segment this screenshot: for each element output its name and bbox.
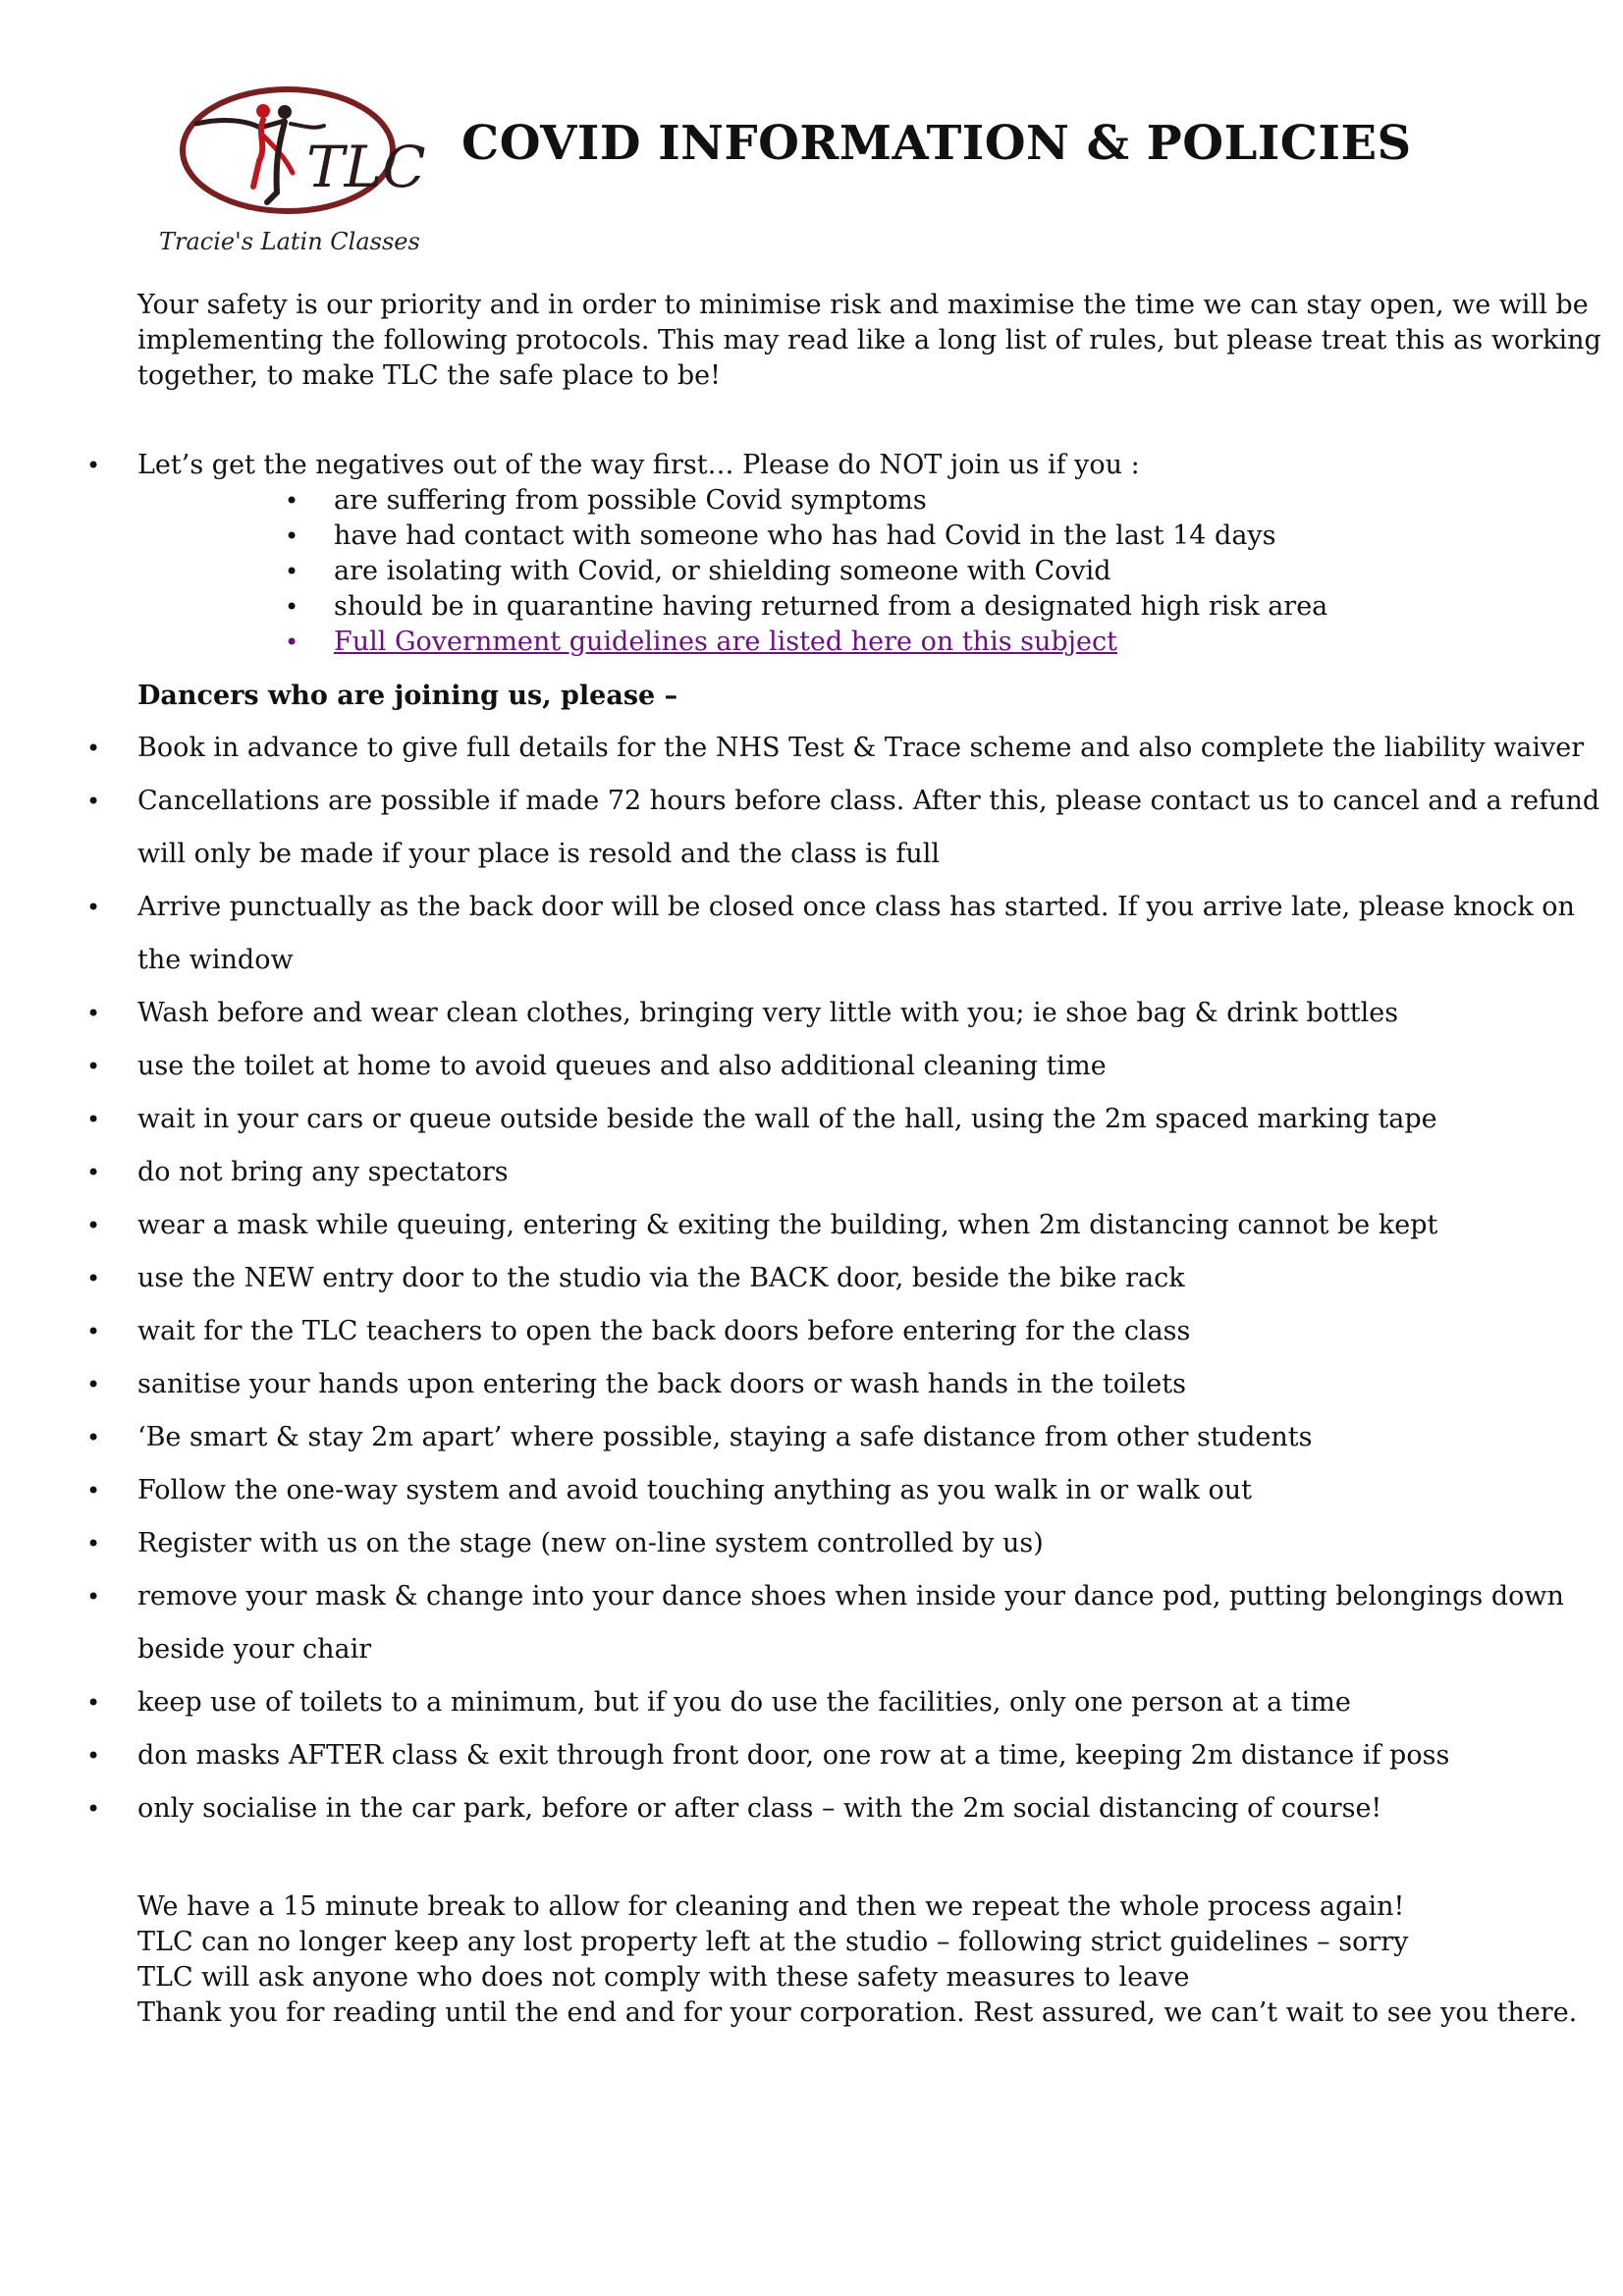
bullet-marker: • — [86, 1477, 101, 1504]
negatives-item: should be in quarantine having returned from a designated high risk area — [334, 591, 1328, 622]
bullet-marker: • — [86, 894, 101, 921]
bullet-marker: • — [86, 1159, 101, 1186]
list-item: don masks AFTER class & exit through front door, one row at a time, keeping 2m distance if poss — [137, 1740, 1450, 1771]
list-item: Arrive punctually as the back door will be closed once class has started. If you arrive late, please knock on — [137, 892, 1575, 922]
government-guidelines-link[interactable]: Full Government guidelines are listed here on this subject — [334, 627, 1117, 657]
bullet-marker: • — [86, 1000, 101, 1027]
bullet-marker: • — [86, 452, 101, 479]
negatives-item: are suffering from possible Covid symptoms — [334, 485, 927, 516]
bullet-marker: • — [86, 1371, 101, 1398]
bullet-marker: • — [86, 1742, 101, 1770]
bullet-marker: • — [285, 629, 299, 656]
list-item: only socialise in the car park, before or after class – with the 2m social distancing of course! — [137, 1793, 1382, 1824]
list-item: wait for the TLC teachers to open the back doors before entering for the class — [137, 1316, 1191, 1346]
closing-line: We have a 15 minute break to allow for cleaning and then we repeat the whole process again! — [137, 1891, 1405, 1922]
tlc-logo — [137, 77, 447, 258]
list-item: use the NEW entry door to the studio via the BACK door, beside the bike rack — [137, 1263, 1185, 1293]
closing-line: Thank you for reading until the end and for your corporation. Rest assured, we can’t wait to see you there. — [137, 1997, 1578, 2028]
bullet-marker: • — [86, 1689, 101, 1717]
page-title: COVID INFORMATION & POLICIES — [461, 116, 1412, 171]
list-item-continuation: the window — [137, 945, 294, 975]
bullet-marker: • — [285, 593, 299, 621]
bullet-marker: • — [86, 788, 101, 815]
bullet-marker: • — [86, 1318, 101, 1345]
bullet-marker: • — [86, 1530, 101, 1558]
bullet-marker: • — [86, 1106, 101, 1133]
list-item: Book in advance to give full details for the NHS Test & Trace scheme and also complete the liability waiver — [137, 733, 1585, 763]
negatives-item: are isolating with Covid, or shielding someone with Covid — [334, 556, 1111, 586]
list-item: keep use of toilets to a minimum, but if you do use the facilities, only one person at a time — [137, 1687, 1351, 1718]
bullet-marker: • — [86, 735, 101, 762]
list-item: Register with us on the stage (new on-line system controlled by us) — [137, 1528, 1044, 1558]
intro-line: Your safety is our priority and in order to minimise risk and maximise the time we can stay open, we will be — [137, 290, 1589, 320]
bullet-marker: • — [86, 1583, 101, 1611]
list-item-continuation: will only be made if your place is resold and the class is full — [137, 839, 941, 869]
closing-line: TLC will ask anyone who does not comply with these safety measures to leave — [137, 1962, 1190, 1993]
list-item: Cancellations are possible if made 72 hours before class. After this, please contact us to cancel and a refund — [137, 786, 1600, 816]
list-item: sanitise your hands upon entering the back doors or wash hands in the toilets — [137, 1369, 1186, 1399]
list-item: wait in your cars or queue outside beside the wall of the hall, using the 2m spaced marking tape — [137, 1104, 1437, 1134]
bullet-marker: • — [86, 1053, 101, 1080]
bullet-marker: • — [86, 1212, 101, 1239]
list-item: remove your mask & change into your dance shoes when inside your dance pod, putting belongings down — [137, 1581, 1564, 1612]
logo-tagline: Tracie's Latin Classes — [159, 228, 420, 255]
intro-line: implementing the following protocols. This may read like a long list of rules, but please treat this as working — [137, 325, 1601, 355]
list-item: do not bring any spectators — [137, 1157, 509, 1187]
logo-letters: TLC — [306, 134, 426, 200]
list-item: Wash before and wear clean clothes, bringing very little with you; ie shoe bag & drink bottles — [137, 998, 1399, 1028]
bullet-marker: • — [86, 1795, 101, 1823]
list-item: use the toilet at home to avoid queues and also additional cleaning time — [137, 1051, 1107, 1081]
dancers-heading: Dancers who are joining us, please – — [137, 681, 678, 711]
bullet-marker: • — [86, 1424, 101, 1451]
negatives-item: have had contact with someone who has had Covid in the last 14 days — [334, 520, 1276, 551]
closing-line: TLC can no longer keep any lost property left at the studio – following strict guidelines – sorry — [137, 1927, 1409, 1957]
intro-line: together, to make TLC the safe place to be! — [137, 360, 721, 391]
bullet-marker: • — [285, 522, 299, 550]
list-item-continuation: beside your chair — [137, 1634, 372, 1665]
intro-paragraph — [137, 288, 1601, 394]
bullet-marker: • — [285, 487, 299, 515]
closing-paragraph — [137, 1889, 1577, 2031]
list-item: wear a mask while queuing, entering & exiting the building, when 2m distancing cannot be kept — [137, 1210, 1438, 1240]
bullet-marker: • — [285, 558, 299, 585]
list-item: ‘Be smart & stay 2m apart’ where possible, staying a safe distance from other students — [137, 1422, 1313, 1452]
bullet-marker: • — [86, 1265, 101, 1292]
list-item: Follow the one-way system and avoid touching anything as you walk in or walk out — [137, 1475, 1252, 1505]
negatives-lead: Let’s get the negatives out of the way first… Please do NOT join us if you : — [137, 450, 1140, 480]
